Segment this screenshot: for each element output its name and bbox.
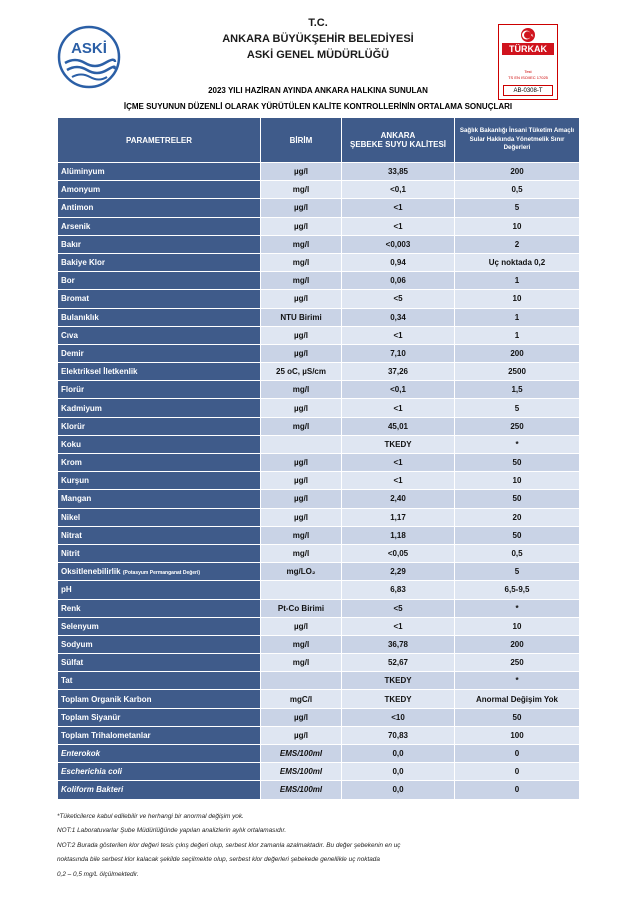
cell-parameter xyxy=(58,454,261,472)
cell-limit: 5 xyxy=(455,399,580,417)
cell-parameter xyxy=(58,781,261,799)
cell-value: <1 xyxy=(342,399,455,417)
table-row xyxy=(58,290,580,308)
cell-limit: 2 xyxy=(455,235,580,253)
cell-unit: mg/l xyxy=(261,654,342,672)
cell-unit: Pt-Co Birimi xyxy=(261,599,342,617)
org-line-2: ANKARA BÜYÜKŞEHİR BELEDİYESİ xyxy=(222,33,414,45)
cell-limit: 50 xyxy=(455,708,580,726)
cell-unit: EMS/100ml xyxy=(261,781,342,799)
cell-value: 36,78 xyxy=(342,635,455,653)
cell-limit: 1 xyxy=(455,272,580,290)
cell-parameter xyxy=(58,363,261,381)
cell-parameter xyxy=(58,344,261,362)
footnote-5: 0,2 – 0,5 mg/L ölçülmektedir. xyxy=(57,870,139,878)
table-row xyxy=(58,726,580,744)
cell-value: 33,85 xyxy=(342,163,455,181)
parameter-name: Enterokok xyxy=(61,749,101,759)
water-quality-table xyxy=(57,117,580,800)
cell-unit xyxy=(261,435,342,453)
cell-limit: 50 xyxy=(455,526,580,544)
cell-value: TKEDY xyxy=(342,435,455,453)
table-row xyxy=(58,508,580,526)
cell-limit: 0,5 xyxy=(455,544,580,562)
cell-limit: 0 xyxy=(455,745,580,763)
cell-parameter xyxy=(58,563,261,581)
footnote-4: noktasında bile serbest klor kalacak şekilde seçilmekte olup, serbest klor değerleri şebekede genellikle uç noktada xyxy=(57,856,380,864)
turkak-sub-2: TS EN ISO/IEC 17025 xyxy=(508,75,548,80)
cell-parameter xyxy=(58,199,261,217)
cell-limit: 5 xyxy=(455,563,580,581)
parameter-name: Alüminyum xyxy=(61,167,105,177)
parameter-name: Kurşun xyxy=(61,476,89,486)
page-header xyxy=(0,0,636,118)
cell-unit: mg/l xyxy=(261,235,342,253)
cell-parameter xyxy=(58,253,261,271)
cell-unit: mg/l xyxy=(261,635,342,653)
table-row xyxy=(58,417,580,435)
cell-value: <1 xyxy=(342,199,455,217)
cell-limit: 2500 xyxy=(455,363,580,381)
cell-value: <0,1 xyxy=(342,181,455,199)
parameter-name: Escherichia coli xyxy=(61,767,122,777)
footnote-2: NOT:1 Laboratuvarlar Şube Müdürlüğünde yapılan analizlerin aylık ortalamasıdır. xyxy=(57,827,287,835)
parameter-name: Toplam Organik Karbon xyxy=(61,694,152,704)
cell-value: 70,83 xyxy=(342,726,455,744)
table-row xyxy=(58,672,580,690)
table-row xyxy=(58,581,580,599)
cell-unit: µg/l xyxy=(261,726,342,744)
cell-unit: 25 oC, µS/cm xyxy=(261,363,342,381)
parameter-name: Krom xyxy=(61,458,82,468)
cell-value: <1 xyxy=(342,217,455,235)
cell-unit: NTU Birimi xyxy=(261,308,342,326)
table-row xyxy=(58,344,580,362)
parameter-name: Klorür xyxy=(61,421,85,431)
cell-value: 1,17 xyxy=(342,508,455,526)
cell-value: 52,67 xyxy=(342,654,455,672)
cell-limit: 10 xyxy=(455,472,580,490)
parameter-name: Bakır xyxy=(61,239,82,249)
cell-limit: * xyxy=(455,672,580,690)
cell-unit: µg/l xyxy=(261,163,342,181)
cell-limit: 10 xyxy=(455,217,580,235)
cell-parameter xyxy=(58,617,261,635)
cell-parameter xyxy=(58,235,261,253)
parameter-name: Bromat xyxy=(61,294,90,304)
cell-parameter xyxy=(58,690,261,708)
cell-parameter xyxy=(58,217,261,235)
cell-limit: 250 xyxy=(455,654,580,672)
table-row xyxy=(58,163,580,181)
footnote-1: *Tüketicilerce kabul edilebilir ve herhangi bir anormal değişim yok. xyxy=(57,813,244,820)
org-line-1: T.C. xyxy=(308,17,328,29)
parameter-name: Toplam Siyanür xyxy=(61,712,121,722)
table-row xyxy=(58,435,580,453)
table-row xyxy=(58,181,580,199)
table-row xyxy=(58,217,580,235)
parameter-name: Koku xyxy=(61,439,81,449)
parameter-name: Cıva xyxy=(61,330,78,340)
parameter-name: Antimon xyxy=(61,203,94,213)
cell-unit xyxy=(261,581,342,599)
cell-value: <0,05 xyxy=(342,544,455,562)
parameter-name: Demir xyxy=(61,348,84,358)
cell-unit: µg/l xyxy=(261,326,342,344)
cell-unit: mgC/l xyxy=(261,690,342,708)
table-row xyxy=(58,272,580,290)
cell-parameter xyxy=(58,490,261,508)
cell-value: 0,06 xyxy=(342,272,455,290)
cell-parameter xyxy=(58,163,261,181)
cell-parameter xyxy=(58,435,261,453)
table-row xyxy=(58,635,580,653)
cell-parameter xyxy=(58,581,261,599)
cell-unit: mg/l xyxy=(261,381,342,399)
table-row xyxy=(58,199,580,217)
cell-limit: Uç noktada 0,2 xyxy=(455,253,580,271)
cell-unit: mg/l xyxy=(261,544,342,562)
table-row xyxy=(58,763,580,781)
cell-parameter xyxy=(58,181,261,199)
parameter-name: Nitrit xyxy=(61,549,80,559)
cell-value: 2,29 xyxy=(342,563,455,581)
cell-parameter xyxy=(58,399,261,417)
cell-unit: µg/l xyxy=(261,508,342,526)
table-row xyxy=(58,690,580,708)
parameter-note: (Potasyum Permanganat Değeri) xyxy=(122,570,201,577)
cell-unit: µg/l xyxy=(261,617,342,635)
parameter-name: Toplam Trihalometanlar xyxy=(61,730,151,740)
parameter-name: Mangan xyxy=(61,494,92,504)
cell-unit: EMS/100ml xyxy=(261,763,342,781)
table-row xyxy=(58,253,580,271)
cell-unit: mg/l xyxy=(261,526,342,544)
cell-unit: mg/LO₂ xyxy=(261,563,342,581)
table-row xyxy=(58,544,580,562)
parameter-name: Amonyum xyxy=(61,185,101,195)
table-row xyxy=(58,235,580,253)
cell-parameter xyxy=(58,654,261,672)
cell-value: 0,94 xyxy=(342,253,455,271)
cell-value: 1,18 xyxy=(342,526,455,544)
cell-unit: mg/l xyxy=(261,272,342,290)
cell-parameter xyxy=(58,708,261,726)
aski-logo-text: ASKİ xyxy=(71,40,107,57)
cell-limit: 1,5 xyxy=(455,381,580,399)
table-row xyxy=(58,745,580,763)
cell-limit: * xyxy=(455,435,580,453)
table-row xyxy=(58,563,580,581)
table-body xyxy=(58,163,580,800)
parameter-name: Bakiye Klor xyxy=(61,258,106,268)
cell-unit: µg/l xyxy=(261,290,342,308)
cell-limit: 50 xyxy=(455,454,580,472)
cell-parameter xyxy=(58,672,261,690)
table-header-row xyxy=(58,118,580,163)
cell-value: 0,34 xyxy=(342,308,455,326)
cell-parameter xyxy=(58,290,261,308)
turkak-sub-1: Test xyxy=(524,69,532,74)
table-row xyxy=(58,617,580,635)
cell-parameter xyxy=(58,544,261,562)
col-header-unit: BİRİM xyxy=(261,118,342,163)
cell-limit: 250 xyxy=(455,417,580,435)
cell-limit: Anormal Değişim Yok xyxy=(455,690,580,708)
cell-parameter xyxy=(58,326,261,344)
cell-unit: µg/l xyxy=(261,217,342,235)
cell-value: <10 xyxy=(342,708,455,726)
cell-value: TKEDY xyxy=(342,672,455,690)
cell-parameter xyxy=(58,508,261,526)
cell-value: 7,10 xyxy=(342,344,455,362)
parameter-name: Arsenik xyxy=(61,221,91,231)
cell-parameter xyxy=(58,526,261,544)
cell-parameter xyxy=(58,417,261,435)
table-row xyxy=(58,490,580,508)
table-row xyxy=(58,599,580,617)
cell-unit: mg/l xyxy=(261,181,342,199)
parameter-name: pH xyxy=(61,585,72,595)
cell-value: <5 xyxy=(342,599,455,617)
cell-unit: µg/l xyxy=(261,472,342,490)
cell-parameter xyxy=(58,599,261,617)
parameter-name: Oksitlenebilirlik xyxy=(61,567,121,577)
parameter-name: Nitrat xyxy=(61,530,82,540)
cell-limit: 6,5-9,5 xyxy=(455,581,580,599)
cell-parameter xyxy=(58,308,261,326)
cell-value: <1 xyxy=(342,454,455,472)
parameter-name: Elektriksel İletkenlik xyxy=(61,367,138,377)
col-header-value-line1: ANKARA xyxy=(380,131,416,140)
cell-limit: 20 xyxy=(455,508,580,526)
table-row xyxy=(58,326,580,344)
parameter-name: Renk xyxy=(61,603,81,613)
cell-parameter xyxy=(58,272,261,290)
col-header-limit: Sağlık Bakanlığı İnsani Tüketim Amaçlı Sular Hakkında Yönetmelik Sınır Değerleri xyxy=(455,118,580,163)
cell-limit: 1 xyxy=(455,308,580,326)
table-row xyxy=(58,708,580,726)
cell-unit: EMS/100ml xyxy=(261,745,342,763)
cell-limit: 100 xyxy=(455,726,580,744)
cell-limit: 0,5 xyxy=(455,181,580,199)
cell-value: 2,40 xyxy=(342,490,455,508)
cell-limit: 200 xyxy=(455,635,580,653)
cell-limit: 5 xyxy=(455,199,580,217)
cell-parameter xyxy=(58,381,261,399)
col-header-param: PARAMETRELER xyxy=(58,118,261,163)
parameter-name: Florür xyxy=(61,385,85,395)
cell-value: <0,003 xyxy=(342,235,455,253)
table-row xyxy=(58,399,580,417)
cell-limit: 0 xyxy=(455,763,580,781)
cell-value: 6,83 xyxy=(342,581,455,599)
cell-value: <1 xyxy=(342,472,455,490)
report-title-line-2: İÇME SUYUNUN DÜZENLİ OLARAK YÜRÜTÜLEN KALİTE KONTROLLERİNİN ORTALAMA SONUÇLARI xyxy=(123,102,513,111)
cell-limit: 200 xyxy=(455,344,580,362)
cell-value: <1 xyxy=(342,617,455,635)
table-row xyxy=(58,781,580,799)
footnotes xyxy=(57,810,587,882)
parameter-name: Bulanıklık xyxy=(61,312,99,322)
cell-parameter xyxy=(58,763,261,781)
cell-value: <0,1 xyxy=(342,381,455,399)
cell-value: 0,0 xyxy=(342,745,455,763)
parameter-name: Bor xyxy=(61,276,75,286)
cell-unit: mg/l xyxy=(261,253,342,271)
cell-limit: 10 xyxy=(455,617,580,635)
parameter-name: Koliform Bakteri xyxy=(61,785,124,795)
cell-limit: * xyxy=(455,599,580,617)
table-row xyxy=(58,654,580,672)
col-header-value xyxy=(342,118,455,163)
table-row xyxy=(58,381,580,399)
cell-unit: µg/l xyxy=(261,454,342,472)
cell-unit xyxy=(261,672,342,690)
report-title-line-1: 2023 YILI HAZİRAN AYINDA ANKARA HALKINA SUNULAN xyxy=(208,86,428,95)
footnote-3: NOT:2 Burada gösterilen klor değeri tesis çıkış değeri olup, serbest klor zamanla azalmaktadır. Bu değer şebekenin en uç xyxy=(57,841,401,849)
parameter-name: Sülfat xyxy=(61,658,84,668)
turkak-code: AB-0308-T xyxy=(503,85,553,96)
cell-value: 37,26 xyxy=(342,363,455,381)
col-header-value-line2: ŞEBEKE SUYU KALİTESİ xyxy=(349,140,446,149)
cell-limit: 50 xyxy=(455,490,580,508)
table-row xyxy=(58,308,580,326)
parameter-name: Sodyum xyxy=(61,639,93,649)
cell-unit: µg/l xyxy=(261,399,342,417)
table-row xyxy=(58,454,580,472)
cell-value: <5 xyxy=(342,290,455,308)
cell-value: TKEDY xyxy=(342,690,455,708)
table-row xyxy=(58,472,580,490)
cell-value: <1 xyxy=(342,326,455,344)
cell-unit: µg/l xyxy=(261,344,342,362)
parameter-name: Selenyum xyxy=(61,621,99,631)
cell-limit: 200 xyxy=(455,163,580,181)
cell-unit: µg/l xyxy=(261,199,342,217)
table-row xyxy=(58,363,580,381)
parameter-name: Tat xyxy=(61,676,73,686)
cell-parameter xyxy=(58,745,261,763)
cell-parameter xyxy=(58,635,261,653)
cell-value: 45,01 xyxy=(342,417,455,435)
cell-limit: 0 xyxy=(455,781,580,799)
org-line-3: ASKİ GENEL MÜDÜRLÜĞÜ xyxy=(246,49,390,61)
cell-limit: 10 xyxy=(455,290,580,308)
cell-limit: 1 xyxy=(455,326,580,344)
cell-parameter xyxy=(58,726,261,744)
cell-unit: µg/l xyxy=(261,490,342,508)
parameter-name: Nikel xyxy=(61,512,81,522)
table-row xyxy=(58,526,580,544)
cell-value: 0,0 xyxy=(342,763,455,781)
cell-unit: mg/l xyxy=(261,417,342,435)
cell-parameter xyxy=(58,472,261,490)
parameter-name: Kadmiyum xyxy=(61,403,102,413)
cell-value: 0,0 xyxy=(342,781,455,799)
turkak-logo-text: TÜRKAK xyxy=(502,43,554,55)
cell-unit: µg/l xyxy=(261,708,342,726)
